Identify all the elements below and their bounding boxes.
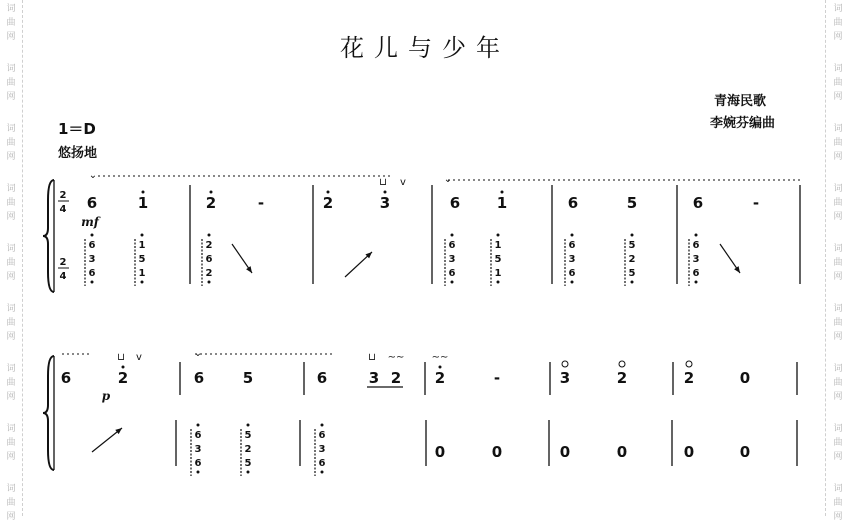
watermark-glyph: 词 bbox=[833, 364, 843, 374]
note: 1 bbox=[496, 194, 508, 212]
watermark-glyph: 词 bbox=[6, 64, 16, 74]
octave-dot bbox=[631, 281, 634, 284]
watermark-glyph: 词 bbox=[833, 64, 843, 74]
note: 2 bbox=[683, 369, 695, 387]
song-origin: 青海民歌 bbox=[714, 94, 767, 109]
chord-note: 5 bbox=[628, 240, 636, 251]
octave-dot bbox=[321, 471, 324, 474]
rest: 0 bbox=[491, 443, 503, 461]
watermark-glyph: 曲 bbox=[833, 498, 843, 508]
bow-symbol: v bbox=[400, 177, 406, 188]
rest: 0 bbox=[559, 443, 571, 461]
octave-dot bbox=[501, 191, 504, 194]
song-arranger: 李婉芬编曲 bbox=[710, 116, 776, 131]
chord-note: 1 bbox=[494, 268, 502, 279]
watermark-glyph: 曲 bbox=[6, 258, 16, 268]
chord-note: 2 bbox=[205, 240, 213, 251]
time-sig-bottom: 4 bbox=[59, 204, 67, 215]
watermark-glyph: 曲 bbox=[833, 318, 843, 328]
chord-note: 6 bbox=[88, 240, 96, 251]
chord-note: 5 bbox=[138, 254, 146, 265]
note: 2 bbox=[434, 369, 446, 387]
chord-note: 1 bbox=[494, 240, 502, 251]
watermark-glyph: 网 bbox=[833, 272, 843, 282]
note: 2 bbox=[322, 194, 334, 212]
octave-dot bbox=[197, 471, 200, 474]
watermark-glyph: 网 bbox=[833, 512, 843, 522]
watermark-glyph: 曲 bbox=[833, 18, 843, 28]
octave-dot bbox=[247, 471, 250, 474]
octave-dot bbox=[439, 366, 442, 369]
note: 2 bbox=[390, 369, 402, 387]
watermark-glyph: 词 bbox=[833, 244, 843, 254]
watermark-glyph: 网 bbox=[6, 32, 16, 42]
bow-symbol: ⊔ bbox=[379, 177, 387, 188]
chord-note: 2 bbox=[628, 254, 636, 265]
watermark-glyph: 网 bbox=[833, 392, 843, 402]
note: - bbox=[752, 194, 760, 212]
octave-dot bbox=[384, 191, 387, 194]
watermark-glyph: 网 bbox=[833, 92, 843, 102]
chord-note: 2 bbox=[244, 444, 252, 455]
watermark-glyph: 曲 bbox=[6, 378, 16, 388]
watermark-glyph: 网 bbox=[6, 272, 16, 282]
chord-note: 6 bbox=[692, 240, 700, 251]
octave-dot bbox=[247, 424, 250, 427]
watermark-glyph: 网 bbox=[6, 152, 16, 162]
watermark-glyph: 网 bbox=[6, 212, 16, 222]
rest: 0 bbox=[683, 443, 695, 461]
chord-note: 6 bbox=[448, 268, 456, 279]
octave-dot bbox=[327, 191, 330, 194]
rest: 0 bbox=[616, 443, 628, 461]
chord-note: 6 bbox=[205, 254, 213, 265]
watermark-glyph: 网 bbox=[6, 452, 16, 462]
dynamic-p: p bbox=[101, 389, 111, 403]
trill-symbol: ∼∼ bbox=[431, 352, 449, 363]
watermark-glyph: 曲 bbox=[833, 378, 843, 388]
watermark-glyph: 曲 bbox=[6, 138, 16, 148]
octave-dot bbox=[451, 234, 454, 237]
octave-dot bbox=[142, 191, 145, 194]
chord-note: 6 bbox=[194, 430, 202, 441]
note: 5 bbox=[626, 194, 638, 212]
octave-dot bbox=[695, 281, 698, 284]
octave-dot bbox=[197, 424, 200, 427]
chord-note: 5 bbox=[628, 268, 636, 279]
rest: 0 bbox=[434, 443, 446, 461]
harmonic-circle bbox=[562, 361, 568, 367]
rest: 0 bbox=[739, 443, 751, 461]
note: - bbox=[493, 369, 501, 387]
mordent-symbol: ⌄ bbox=[88, 170, 98, 181]
slide-arrowhead bbox=[246, 266, 252, 273]
octave-dot bbox=[208, 281, 211, 284]
watermark-glyph: 曲 bbox=[6, 78, 16, 88]
bow-symbol: ⊔ bbox=[117, 352, 125, 363]
harmonic-circle bbox=[686, 361, 692, 367]
watermark-glyph: 曲 bbox=[833, 258, 843, 268]
chord-note: 6 bbox=[692, 268, 700, 279]
watermark-glyph: 曲 bbox=[6, 198, 16, 208]
mordent-symbol: ⌄ bbox=[443, 174, 453, 185]
watermark-glyph: 词 bbox=[6, 244, 16, 254]
note: 3 bbox=[379, 194, 391, 212]
chord-note: 6 bbox=[318, 458, 326, 469]
watermark-glyph: 曲 bbox=[6, 318, 16, 328]
watermark-glyph: 网 bbox=[833, 332, 843, 342]
bow-symbol: ⊔ bbox=[368, 352, 376, 363]
watermark-glyph: 词 bbox=[6, 184, 16, 194]
chord-note: 6 bbox=[448, 240, 456, 251]
watermark-glyph: 词 bbox=[6, 424, 16, 434]
note: 6 bbox=[60, 369, 72, 387]
watermark-glyph: 词 bbox=[6, 4, 16, 14]
octave-dot bbox=[122, 366, 125, 369]
trill-symbol: ∼∼ bbox=[387, 352, 405, 363]
chord-note: 6 bbox=[88, 268, 96, 279]
note: - bbox=[257, 194, 265, 212]
chord-note: 5 bbox=[244, 458, 252, 469]
note: 2 bbox=[205, 194, 217, 212]
watermark-glyph: 曲 bbox=[6, 498, 16, 508]
chord-note: 3 bbox=[692, 254, 700, 265]
note: 0 bbox=[739, 369, 751, 387]
watermark-glyph: 曲 bbox=[6, 438, 16, 448]
chord-note: 6 bbox=[568, 240, 576, 251]
song-title: 花儿与少年 bbox=[340, 34, 510, 62]
note: 3 bbox=[368, 369, 380, 387]
chord-note: 6 bbox=[194, 458, 202, 469]
watermark-glyph: 网 bbox=[833, 152, 843, 162]
chord-note: 6 bbox=[318, 430, 326, 441]
watermark-glyph: 网 bbox=[833, 32, 843, 42]
dynamic-mf: mf bbox=[81, 215, 99, 229]
chord-note: 5 bbox=[494, 254, 502, 265]
chord-note: 3 bbox=[318, 444, 326, 455]
watermark-glyph: 词 bbox=[833, 424, 843, 434]
note: 6 bbox=[316, 369, 328, 387]
time-sig-top: 2 bbox=[59, 190, 67, 201]
octave-dot bbox=[451, 281, 454, 284]
note: 2 bbox=[616, 369, 628, 387]
chord-note: 3 bbox=[568, 254, 576, 265]
bow-symbol: v bbox=[136, 352, 142, 363]
note: 6 bbox=[567, 194, 579, 212]
note: 6 bbox=[449, 194, 461, 212]
time-sig-bottom: 4 bbox=[59, 271, 67, 282]
system-brace bbox=[43, 180, 54, 292]
slide-arrowhead bbox=[734, 266, 740, 273]
watermark-glyph: 网 bbox=[6, 392, 16, 402]
octave-dot bbox=[497, 281, 500, 284]
chord-note: 3 bbox=[448, 254, 456, 265]
note: 5 bbox=[242, 369, 254, 387]
octave-dot bbox=[571, 281, 574, 284]
mordent-symbol: ⌄ bbox=[193, 348, 203, 359]
time-sig-top: 2 bbox=[59, 257, 67, 268]
key-signature: 1＝D bbox=[58, 120, 96, 138]
watermark-glyph: 词 bbox=[833, 184, 843, 194]
chord-note: 3 bbox=[88, 254, 96, 265]
note: 6 bbox=[193, 369, 205, 387]
octave-dot bbox=[91, 234, 94, 237]
watermark-glyph: 曲 bbox=[833, 78, 843, 88]
watermark-glyph: 词 bbox=[6, 364, 16, 374]
harmonic-circle bbox=[619, 361, 625, 367]
octave-dot bbox=[210, 191, 213, 194]
note: 1 bbox=[137, 194, 149, 212]
octave-dot bbox=[631, 234, 634, 237]
octave-dot bbox=[141, 234, 144, 237]
watermark-glyph: 词 bbox=[6, 304, 16, 314]
watermark-glyph: 词 bbox=[833, 304, 843, 314]
watermark-glyph: 网 bbox=[6, 332, 16, 342]
watermark-glyph: 词 bbox=[833, 4, 843, 14]
watermark-glyph: 曲 bbox=[6, 18, 16, 28]
chord-note: 2 bbox=[205, 268, 213, 279]
watermark-glyph: 网 bbox=[833, 452, 843, 462]
octave-dot bbox=[497, 234, 500, 237]
chord-note: 3 bbox=[194, 444, 202, 455]
chord-note: 6 bbox=[568, 268, 576, 279]
system-brace bbox=[43, 356, 54, 470]
chord-note: 1 bbox=[138, 268, 146, 279]
octave-dot bbox=[695, 234, 698, 237]
note: 3 bbox=[559, 369, 571, 387]
note: 2 bbox=[117, 369, 129, 387]
note: 6 bbox=[692, 194, 704, 212]
octave-dot bbox=[321, 424, 324, 427]
octave-dot bbox=[208, 234, 211, 237]
tempo-marking: 悠扬地 bbox=[58, 146, 98, 161]
watermark-glyph: 词 bbox=[6, 484, 16, 494]
watermark-glyph: 词 bbox=[6, 124, 16, 134]
note: 6 bbox=[86, 194, 98, 212]
octave-dot bbox=[141, 281, 144, 284]
octave-dot bbox=[571, 234, 574, 237]
chord-note: 1 bbox=[138, 240, 146, 251]
watermark-glyph: 曲 bbox=[833, 438, 843, 448]
watermark-glyph: 曲 bbox=[833, 198, 843, 208]
octave-dot bbox=[91, 281, 94, 284]
watermark-glyph: 网 bbox=[6, 512, 16, 522]
watermark-glyph: 词 bbox=[833, 484, 843, 494]
watermark-glyph: 词 bbox=[833, 124, 843, 134]
watermark-glyph: 网 bbox=[833, 212, 843, 222]
chord-note: 5 bbox=[244, 430, 252, 441]
watermark-glyph: 网 bbox=[6, 92, 16, 102]
watermark-glyph: 曲 bbox=[833, 138, 843, 148]
